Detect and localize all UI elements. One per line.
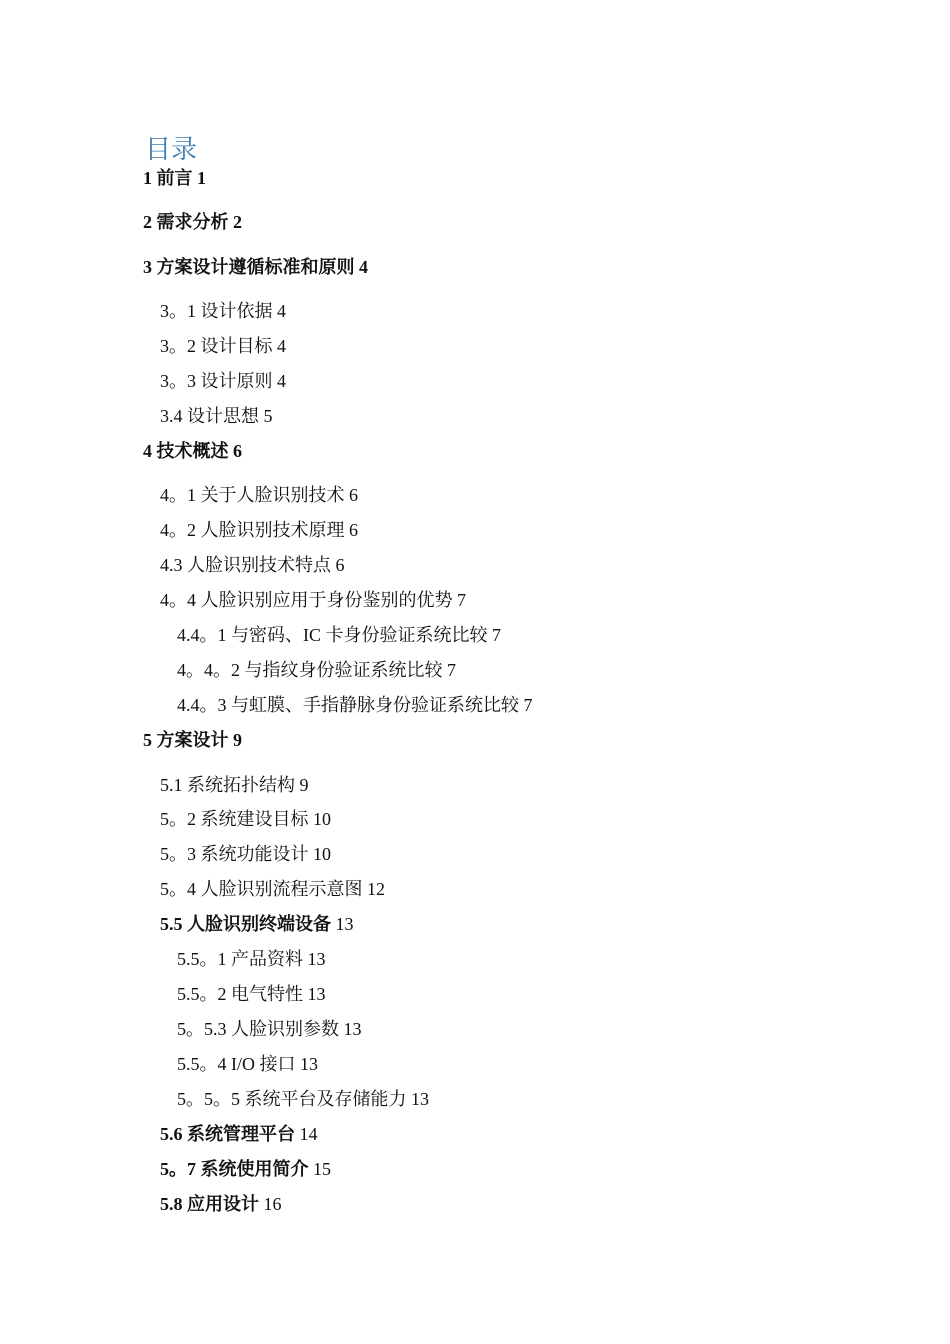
toc-entry-page: 13	[335, 914, 354, 934]
toc-entry-page: 9	[299, 775, 309, 795]
toc-entry-page: 6	[349, 485, 358, 505]
toc-entry[interactable]	[177, 1017, 362, 1041]
toc-entry-text: 5.8 应用设计	[160, 1194, 259, 1214]
toc-entry-text: 4。1 关于人脸识别技术	[160, 485, 345, 505]
toc-entry-text: 5。4 人脸识别流程示意图	[160, 879, 363, 899]
toc-entry-page: 13	[343, 1019, 362, 1039]
toc-entry-page: 12	[367, 879, 385, 899]
toc-entry[interactable]	[177, 1087, 429, 1111]
toc-entry-text: 3。2 设计目标	[160, 336, 273, 356]
toc-entry-text: 4。4 人脸识别应用于身份鉴别的优势	[160, 590, 453, 610]
toc-entry[interactable]	[143, 255, 368, 279]
toc-title: 目录	[145, 135, 198, 165]
toc-entry-text: 4。4。2 与指纹身份验证系统比较	[177, 660, 443, 680]
toc-entry[interactable]	[160, 1192, 282, 1216]
toc-entry-text: 4.3 人脸识别技术特点	[160, 555, 331, 575]
toc-entry-page: 13	[411, 1089, 429, 1109]
toc-entry-text: 5。7 系统使用简介	[160, 1159, 309, 1179]
toc-entry-page: 10	[313, 844, 331, 864]
toc-entry-page: 6	[335, 555, 345, 575]
toc-entry-text: 4.4。1 与密码、IC 卡身份验证系统比较	[177, 625, 488, 645]
toc-entry[interactable]	[177, 1052, 318, 1076]
toc-entry[interactable]	[160, 912, 354, 936]
toc-entry[interactable]	[160, 404, 273, 428]
toc-entry-page: 15	[313, 1159, 331, 1179]
toc-entry-text: 5。3 系统功能设计	[160, 844, 309, 864]
toc-entry[interactable]	[177, 693, 533, 717]
toc-entry-text: 4 技术概述	[143, 441, 229, 461]
toc-entry[interactable]	[160, 369, 286, 393]
toc-entry-page: 7	[523, 695, 533, 715]
toc-entry-text: 5.6 系统管理平台	[160, 1124, 295, 1144]
toc-entry-text: 5.5 人脸识别终端设备	[160, 914, 331, 934]
toc-entry-text: 1 前言	[143, 168, 193, 188]
toc-entry[interactable]	[177, 982, 326, 1006]
toc-entry-page: 10	[313, 809, 331, 829]
toc-entry-text: 5。2 系统建设目标	[160, 809, 309, 829]
toc-entry[interactable]	[177, 658, 456, 682]
toc-entry-page: 6	[233, 441, 242, 461]
toc-entry[interactable]	[160, 334, 286, 358]
toc-entry-page: 16	[263, 1194, 282, 1214]
toc-entry-text: 4.4。3 与虹膜、手指静脉身份验证系统比较	[177, 695, 519, 715]
toc-entry[interactable]	[160, 877, 385, 901]
toc-entry-page: 7	[492, 625, 501, 645]
toc-entry-text: 5 方案设计	[143, 730, 229, 750]
toc-entry-page: 13	[300, 1054, 318, 1074]
toc-entry-page: 6	[349, 520, 358, 540]
toc-entry-page: 13	[307, 949, 326, 969]
toc-entry-text: 5.5。1 产品资料	[177, 949, 303, 969]
toc-entry[interactable]	[160, 553, 345, 577]
toc-entry[interactable]	[143, 166, 206, 190]
toc-entry[interactable]	[160, 1157, 331, 1181]
toc-entry-page: 4	[359, 257, 368, 277]
toc-entry-text: 3。3 设计原则	[160, 371, 273, 391]
toc-entry-page: 1	[197, 168, 206, 188]
toc-entry-text: 5。5。5 系统平台及存储能力	[177, 1089, 407, 1109]
toc-entry-text: 2 需求分析	[143, 212, 229, 232]
toc-entry-page: 7	[447, 660, 456, 680]
toc-entry-page: 14	[299, 1124, 318, 1144]
toc-entry[interactable]	[143, 210, 242, 234]
toc-entry[interactable]	[160, 842, 331, 866]
toc-entry-text: 3.4 设计思想	[160, 406, 259, 426]
toc-entry-text: 3 方案设计遵循标准和原则	[143, 257, 355, 277]
toc-entry-page: 9	[233, 730, 242, 750]
toc-entry-page: 2	[233, 212, 242, 232]
toc-entry[interactable]	[160, 518, 358, 542]
toc-entry-page: 7	[457, 590, 466, 610]
toc-entry[interactable]	[160, 483, 358, 507]
toc-entry-page: 4	[277, 371, 286, 391]
toc-entry-text: 5.5。2 电气特性	[177, 984, 303, 1004]
toc-entry-text: 5.5。4 I/O 接口	[177, 1054, 296, 1074]
toc-entry[interactable]	[160, 299, 286, 323]
toc-entry[interactable]	[177, 623, 501, 647]
toc-entry[interactable]	[160, 1122, 318, 1146]
toc-entry-text: 3。1 设计依据	[160, 301, 273, 321]
toc-entry[interactable]	[160, 807, 331, 831]
toc-entry-page: 4	[277, 301, 286, 321]
toc-entry-text: 5。5.3 人脸识别参数	[177, 1019, 339, 1039]
toc-entry[interactable]	[177, 947, 326, 971]
toc-entry[interactable]	[160, 588, 466, 612]
toc-entry-page: 4	[277, 336, 286, 356]
toc-entry-page: 5	[263, 406, 273, 426]
toc-entry[interactable]	[143, 728, 242, 752]
toc-entry-page: 13	[307, 984, 326, 1004]
toc-entry-text: 5.1 系统拓扑结构	[160, 775, 295, 795]
toc-entry[interactable]	[143, 439, 242, 463]
toc-entry-text: 4。2 人脸识别技术原理	[160, 520, 345, 540]
toc-entry[interactable]	[160, 773, 309, 797]
